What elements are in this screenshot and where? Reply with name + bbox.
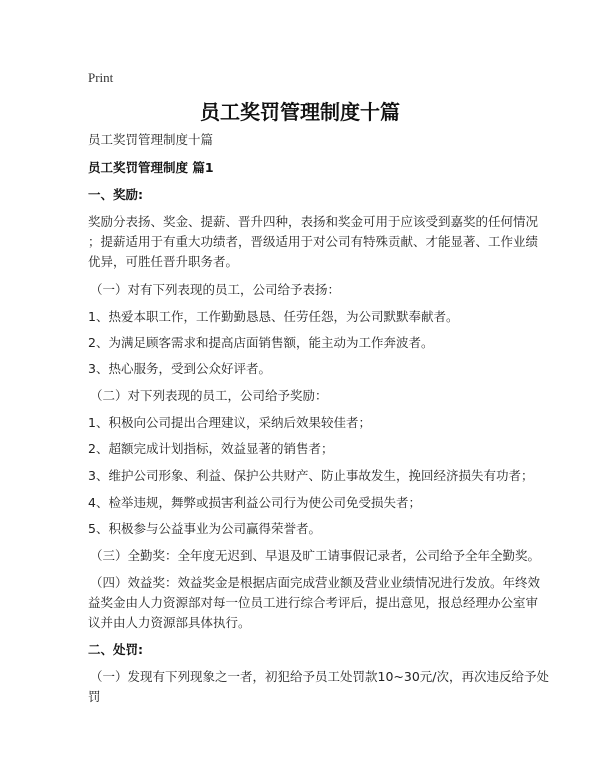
bonus-item: 2、超额完成计划指标，效益显著的销售者； <box>88 441 334 456</box>
performance-line: 益奖金由人力资源部对每一位员工进行综合考评后，提出意见，报总经理办公室审 <box>88 595 539 610</box>
reward-intro-line: 优异，可胜任晋升职务者。 <box>88 254 239 269</box>
bonus-heading: （二）对下列表现的员工，公司给予奖励： <box>90 388 328 403</box>
performance-line: 议并由人力资源部具体执行。 <box>88 615 251 630</box>
bonus-item: 3、维护公司形象、利益、保护公共财产、防止事故发生，挽回经济损失有功者； <box>88 468 534 483</box>
subtitle: 员工奖罚管理制度十篇 <box>88 132 214 147</box>
penalty-intro-line: （一）发现有下列现象之一者，初犯给予员工处罚款10~30元/次，再次违反给予处 <box>90 669 549 684</box>
print-label[interactable]: Print <box>88 70 114 85</box>
praise-item: 1、热爱本职工作，工作勤勤恳恳、任劳任怨，为公司默默奉献者。 <box>88 309 459 324</box>
attendance-award: （三）全勤奖：全年度无迟到、早退及旷工请事假记录者，公司给予全年全勤奖。 <box>90 548 541 563</box>
bonus-item: 5、积极参与公益事业为公司赢得荣誉者。 <box>88 521 321 536</box>
page-title: 员工奖罚管理制度十篇 <box>200 100 400 124</box>
penalty-heading: 二、处罚: <box>88 642 143 657</box>
reward-intro-line: 奖励分表扬、奖金、提薪、晋升四种，表扬和奖金可用于应该受到嘉奖的任何情况 <box>88 214 539 229</box>
reward-intro-line: ；提薪适用于有重大功绩者，晋级适用于对公司有特殊贡献、才能显著、工作业绩 <box>88 234 539 249</box>
praise-heading: （一）对有下列表现的员工，公司给予表扬： <box>90 282 341 297</box>
reward-heading: 一、奖励: <box>88 187 143 202</box>
praise-item: 2、为满足顾客需求和提高店面销售额，能主动为工作奔波者。 <box>88 335 434 350</box>
performance-line: （四）效益奖：效益奖金是根据店面完成营业额及营业业绩情况进行发放。年终效 <box>90 575 541 590</box>
section-heading: 员工奖罚管理制度 篇1 <box>88 160 214 175</box>
bonus-item: 4、检举违规，舞弊或损害利益公司行为使公司免受损失者； <box>88 495 421 510</box>
bonus-item: 1、积极向公司提出合理建议，采纳后效果较佳者； <box>88 415 371 430</box>
praise-item: 3、热心服务，受到公众好评者。 <box>88 361 271 376</box>
penalty-intro-line: 罚 <box>88 689 101 704</box>
